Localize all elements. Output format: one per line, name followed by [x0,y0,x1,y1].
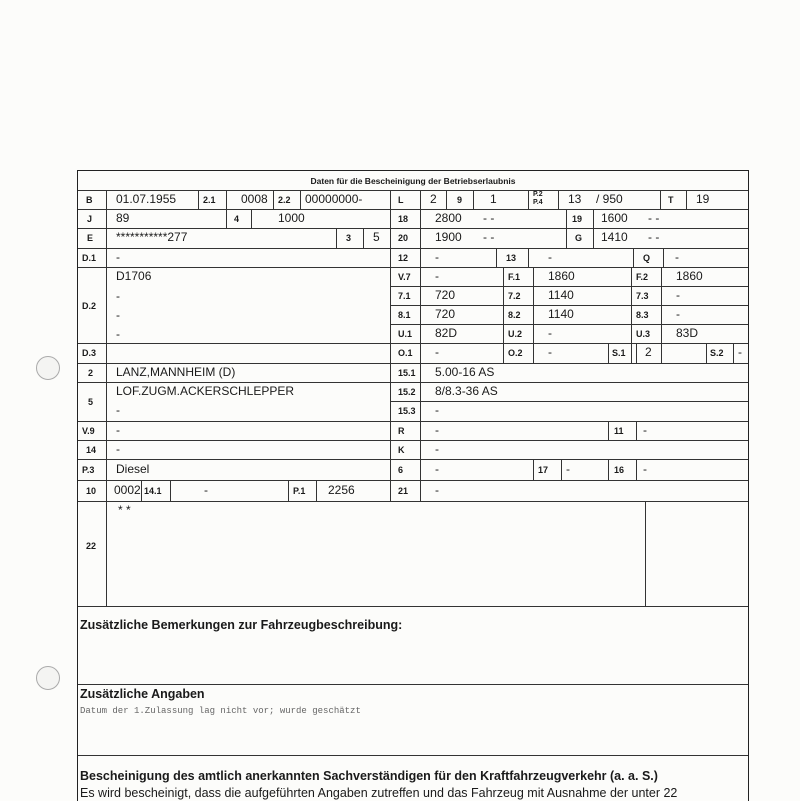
value-V7: - [435,269,439,283]
code-19: 19 [572,214,583,224]
code-V7: V.7 [398,272,411,282]
value-12: - [435,250,439,264]
value-2-1: 0008 [241,192,268,206]
code-P2-P4: P.2 P.4 [533,191,543,206]
value-2: LANZ,MANNHEIM (D) [116,365,236,379]
code-S1: S.1 [612,348,626,358]
code-2-1: 2.1 [203,195,216,205]
code-T: T [668,195,674,205]
value-D2-line2: - [116,289,120,303]
code-17: 17 [538,465,549,475]
value-O1: - [435,345,439,359]
value-14: - [116,442,120,456]
value-V9: - [116,423,120,437]
code-P3: P.3 [82,465,95,475]
value-10: 0002 [114,483,141,497]
code-F1: F.1 [508,272,521,282]
code-D3: D.3 [82,348,97,358]
dashes-18: - - [483,211,495,225]
code-D2: D.2 [82,301,97,311]
code-8-1: 8.1 [398,310,411,320]
code-U2: U.2 [508,329,523,339]
code-U3: U.3 [636,329,651,339]
value-15-2: 8/8.3-36 AS [435,384,498,398]
value-P1: 2256 [328,483,355,497]
code-U1: U.1 [398,329,413,339]
value-18: 2800 [435,211,462,225]
value-B: 01.07.1955 [116,192,177,206]
value-8-3: - [676,307,680,321]
code-Q: Q [643,253,651,263]
code-R: R [398,426,405,436]
value-U1: 82D [435,326,458,340]
value-S2: - [738,345,742,359]
code-14: 14 [86,445,97,455]
value-9: 1 [490,192,497,206]
code-15-1: 15.1 [398,368,416,378]
value-G: 1410 [601,230,628,244]
value-7-1: 720 [435,288,456,302]
value-F2: 1860 [676,269,703,283]
code-K: K [398,445,405,455]
section-bescheinigung: Bescheinigung des amtlich anerkannten Sachverständigen für den Kraftfahrzeugverkehr (a. a. S.) [80,769,658,783]
value-O2: - [548,345,552,359]
value-7-3: - [676,288,680,302]
code-O1: O.1 [398,348,413,358]
code-16: 16 [614,465,625,475]
value-U3: 83D [676,326,699,340]
value-13: - [548,250,552,264]
value-3: 5 [373,230,380,244]
code-5: 5 [88,397,94,407]
punch-hole [36,356,60,380]
value-K: - [435,442,439,456]
value-19: 1600 [601,211,628,225]
code-7-1: 7.1 [398,291,411,301]
value-J: 89 [116,211,130,225]
code-3: 3 [346,233,352,243]
value-21: - [435,483,439,497]
code-J: J [87,214,93,224]
value-D1: - [116,250,120,264]
code-15-2: 15.2 [398,387,416,397]
value-P4: / 950 [596,192,623,206]
code-7-2: 7.2 [508,291,521,301]
value-L: 2 [430,192,437,206]
value-E: ***********277 [116,230,188,244]
code-13: 13 [506,253,517,263]
value-S1: 2 [645,345,652,359]
punch-hole [36,666,60,690]
code-11: 11 [614,426,624,436]
value-Q: - [675,250,679,264]
code-B: B [86,195,93,205]
code-F2: F.2 [636,272,649,282]
code-15-3: 15.3 [398,406,416,416]
value-5-line1: LOF.ZUGM.ACKERSCHLEPPER [116,384,295,398]
code-V9: V.9 [82,426,95,436]
value-15-1: 5.00-16 AS [435,365,495,379]
section-bemerkungen: Zusätzliche Bemerkungen zur Fahrzeugbeschreibung: [80,618,403,632]
value-22: * * [118,503,131,517]
value-D2-line1: D1706 [116,269,152,283]
code-8-2: 8.2 [508,310,521,320]
value-F1: 1860 [548,269,575,283]
value-8-2: 1140 [548,307,574,321]
value-4: 1000 [278,211,305,225]
code-D1: D.1 [82,253,97,263]
code-2: 2 [88,368,94,378]
code-10: 10 [86,486,97,496]
value-16: - [643,462,647,476]
code-18: 18 [398,214,409,224]
code-22: 22 [86,541,97,551]
value-20: 1900 [435,230,462,244]
code-21: 21 [398,486,409,496]
value-P2: 13 [568,192,582,206]
value-D2-line4: - [116,327,120,341]
code-6: 6 [398,465,404,475]
section-angaben: Zusätzliche Angaben [80,687,205,701]
code-12: 12 [398,253,409,263]
value-D2-line3: - [116,308,120,322]
value-8-1: 720 [435,307,456,321]
value-P3: Diesel [116,462,150,476]
code-P1: P.1 [293,486,306,496]
value-15-3: - [435,403,439,417]
code-S2: S.2 [710,348,724,358]
code-L: L [398,195,404,205]
code-E: E [87,233,94,243]
code-9: 9 [457,195,463,205]
value-5-line2: - [116,403,120,417]
code-2-2: 2.2 [278,195,291,205]
code-G: G [575,233,583,243]
bescheinigung-text: Es wird bescheinigt, dass die aufgeführten Angaben zutreffen und das Fahrzeug mit Ausnahme der unter 22 [80,786,678,800]
value-7-2: 1140 [548,288,574,302]
code-4: 4 [234,214,240,224]
value-14-1: - [204,483,208,497]
value-6: - [435,462,439,476]
code-8-3: 8.3 [636,310,649,320]
dashes-20: - - [483,230,495,244]
certificate-form [77,170,749,801]
form-title: Daten für die Bescheinigung der Betriebserlaubnis [310,176,516,186]
value-T: 19 [696,192,710,206]
value-R: - [435,423,439,437]
code-O2: O.2 [508,348,523,358]
code-7-3: 7.3 [636,291,649,301]
value-11: - [643,423,647,437]
code-14-1: 14.1 [144,486,162,496]
value-17: - [566,462,570,476]
value-2-2: 00000000- [305,192,363,206]
angaben-text: Datum der 1.Zulassung lag nicht vor; wurde geschätzt [80,706,361,716]
dashes-G: - - [648,230,660,244]
dashes-19: - - [648,211,660,225]
value-U2: - [548,326,552,340]
code-20: 20 [398,233,409,243]
